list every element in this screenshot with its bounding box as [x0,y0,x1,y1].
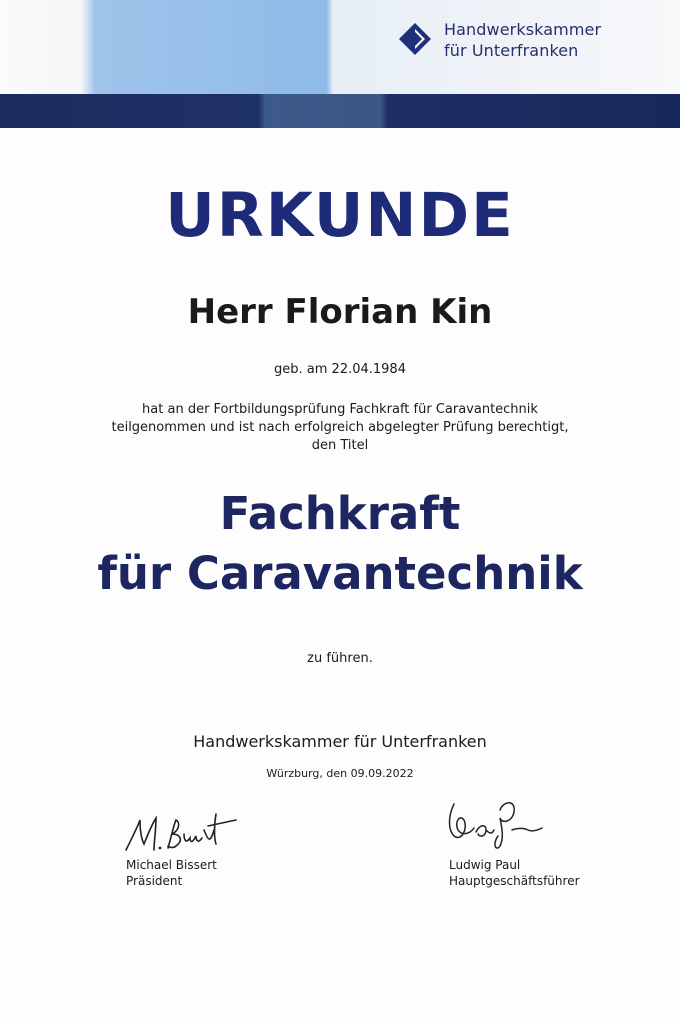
brand-wordmark [444,19,601,61]
statement-line-2: teilgenommen und ist nach erfolgreich abgelegter Prüfung berechtigt, [111,420,569,435]
statement-line-3: den Titel [311,438,369,453]
signature-general-manager [442,794,562,858]
signature-president [118,800,248,860]
degree-title [0,484,680,604]
signer-role: Präsident [126,874,183,888]
brand-line-1: Handwerkskammer [444,20,602,39]
signer-general-manager [449,857,580,889]
certificate-statement [0,401,680,455]
place-date: Würzburg, den 09.09.2022 [266,767,414,780]
degree-line-2: für Caravantechnik [97,547,583,600]
chamber-logo-icon [398,22,432,56]
certificate-title: URKUNDE [165,180,515,251]
signer-name: Michael Bissert [126,858,217,872]
signer-role: Hauptgeschäftsführer [449,874,580,888]
degree-line-1: Fachkraft [219,487,461,540]
statement-line-1: hat an der Fortbildungsprüfung Fachkraft für Caravantechnik [142,402,538,417]
header-band-dark [0,94,680,128]
brand-line-2: für Unterfranken [444,41,579,60]
closing-text: zu führen. [307,651,373,666]
signer-president [126,857,217,889]
issuer-name: Handwerkskammer für Unterfranken [193,732,487,751]
recipient-name: Herr Florian Kin [187,292,493,332]
birth-date: geb. am 22.04.1984 [274,362,406,377]
signer-name: Ludwig Paul [449,858,521,872]
